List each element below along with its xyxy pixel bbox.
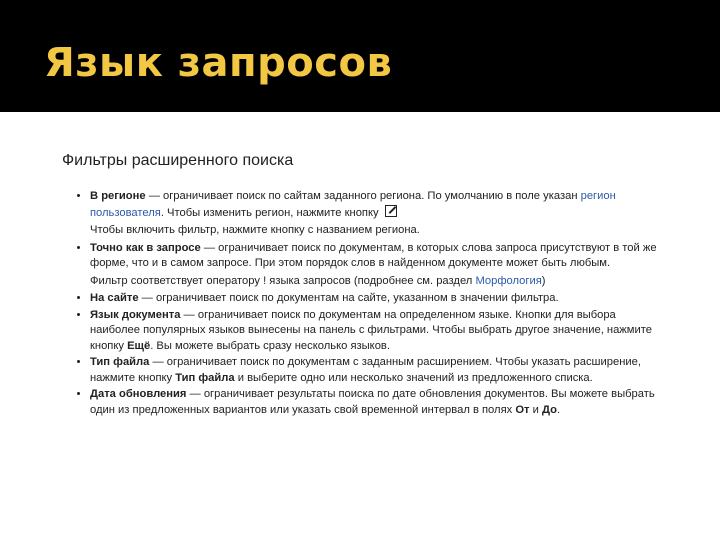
filter-term: Дата обновления <box>90 388 187 400</box>
filter-text-mid: и <box>529 403 542 416</box>
filter-term: Язык документа <box>90 308 181 321</box>
filter-description <box>90 355 664 386</box>
section-heading: Фильтры расширенного поиска <box>62 152 294 169</box>
filter-text: — ограничивает поиск по документам на определенном языке. Кнопки для выбора наиболее популярных языков вынесены на панель с фильтрами. Чтобы выбрать другое значение, нажмите кнопку <box>90 308 652 352</box>
list-item <box>90 291 664 307</box>
filter-list <box>74 189 664 419</box>
list-item <box>90 387 664 418</box>
title-bar <box>0 0 720 112</box>
filter-term: Тип файла <box>90 356 150 368</box>
region-link[interactable]: регион пользователя <box>90 190 616 219</box>
filter-note: Чтобы включить фильтр, нажмите кнопку с названием региона. <box>90 224 420 236</box>
morphology-link[interactable]: Морфология <box>475 274 542 287</box>
filter-term: Точно как в запросе <box>90 241 201 254</box>
filter-description <box>90 387 664 418</box>
more-button-label: Ещё <box>127 339 151 352</box>
filter-text-after: . <box>556 403 561 416</box>
filter-description <box>90 291 664 307</box>
filter-text: — ограничивает поиск по документам, в которых слова запроса присутствуют в той же форме, что и в самом запросе. При этом порядок слов в найденном документе может быть любым. <box>90 241 657 269</box>
from-field-label: От <box>515 403 530 416</box>
filter-term: В регионе <box>90 190 146 202</box>
filter-text: — ограничивает результаты поиска по дате обновления документов. Вы можете выбрать один из предложенных вариантов или указать свой временной интервал в полях <box>90 388 655 416</box>
list-item <box>90 355 664 386</box>
list-item <box>90 189 664 239</box>
filter-text-after: . Чтобы изменить регион, нажмите кнопку <box>160 206 382 219</box>
filter-description <box>90 189 664 221</box>
list-item <box>90 308 664 355</box>
filter-description <box>90 241 664 272</box>
filter-text-after: . Вы можете выбрать сразу несколько языков. <box>150 339 390 352</box>
list-item <box>90 241 664 290</box>
slide-content <box>0 112 720 540</box>
filter-text-after: и выберите одно или несколько значений из предложенного списка. <box>234 371 593 384</box>
filter-text: — ограничивает поиск по документам на сайте, указанном в значении фильтра. <box>138 292 559 304</box>
filter-description <box>90 308 664 355</box>
filter-term: На сайте <box>90 292 139 304</box>
to-field-label: До <box>541 403 557 416</box>
filter-text: — ограничивает поиск по документам с заданным расширением. Чтобы указать расширение, нажмите кнопку <box>90 356 641 384</box>
filter-text: — ограничивает поиск по сайтам заданного региона. По умолчанию в поле указан <box>145 190 581 202</box>
edit-icon <box>385 205 397 217</box>
slide-title: Язык запросов <box>44 40 393 86</box>
note-text: Фильтр соответствует оператору ! языка запросов (подробнее см. раздел <box>90 274 476 287</box>
filter-note <box>90 274 664 290</box>
file-type-button-label: Тип файла <box>175 371 235 384</box>
note-text-after: ) <box>541 274 546 287</box>
